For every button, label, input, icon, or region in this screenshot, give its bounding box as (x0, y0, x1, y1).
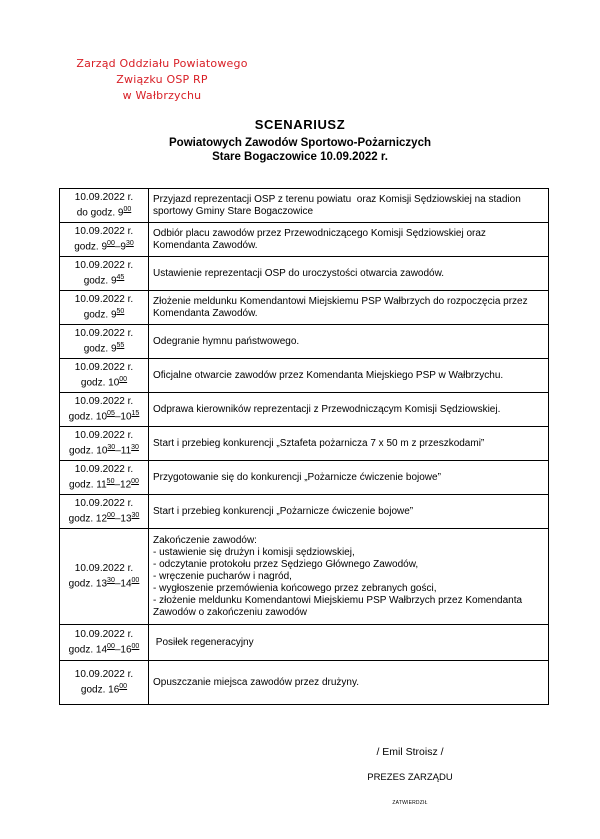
schedule-date: 10.09.2022 r. (74, 463, 134, 475)
schedule-description-cell (149, 291, 549, 325)
schedule-description: Zakończenie zawodów: (153, 534, 257, 546)
schedule-row (60, 223, 549, 257)
signature-name: / Emil Stroisz / (376, 746, 444, 758)
start-hour: 9 (117, 207, 124, 219)
schedule-row (60, 257, 549, 291)
start-hour: 14 (95, 644, 108, 656)
schedule-date: 10.09.2022 r. (74, 191, 134, 203)
end-minutes: 00 (131, 642, 140, 650)
schedule-description-cell (149, 189, 549, 223)
schedule-description: Odbiór placu zawodów przez Przewodniczącego Komisji Sędziowskiej oraz Komendanta Zawodów. (153, 227, 489, 251)
schedule-time (64, 306, 144, 321)
start-minutes: 30 (107, 443, 116, 451)
time-prefix: godz. (80, 377, 109, 389)
closing-steps-list (153, 547, 544, 619)
schedule-time (64, 510, 144, 525)
schedule-description-cell (149, 461, 549, 495)
end-minutes: 30 (131, 443, 139, 451)
schedule-time (64, 408, 144, 423)
time-prefix: godz. (80, 684, 109, 696)
start-hour: 10 (96, 445, 108, 457)
schedule-time (64, 238, 144, 253)
end-hour: 13 (120, 513, 132, 525)
signature-role: PREZES ZARZĄDU (367, 772, 453, 783)
document-title: SCENARIUSZ (254, 117, 346, 132)
schedule-time (64, 442, 144, 457)
start-minutes: 00 (107, 642, 115, 650)
schedule-description-cell (149, 393, 549, 427)
schedule-row (60, 661, 549, 705)
end-hour: 11 (120, 445, 132, 457)
schedule-row (60, 495, 549, 529)
schedule-date: 10.09.2022 r. (74, 628, 134, 640)
start-hour: 9 (110, 275, 117, 287)
schedule-time (64, 575, 144, 590)
start-minutes: 50 (106, 477, 115, 485)
schedule-table (59, 188, 549, 705)
schedule-time-cell (60, 461, 149, 495)
organization-header (62, 56, 262, 104)
closing-step: - złożenie meldunku Komendantowi Miejskiemu PSP Wałbrzych przez Komendanta Zawodów o zakończeniu zawodów (153, 594, 523, 618)
schedule-time-cell (60, 427, 149, 461)
end-hour: 14 (120, 578, 132, 590)
start-minutes: 50 (116, 307, 125, 315)
schedule-time-cell (60, 529, 149, 625)
end-hour: 10 (120, 411, 132, 423)
start-hour: 9 (110, 309, 117, 321)
time-prefix: godz. (83, 343, 111, 355)
schedule-description-cell (149, 495, 549, 529)
schedule-time (64, 476, 144, 491)
end-hour: 12 (120, 479, 132, 491)
start-hour: 16 (108, 684, 120, 696)
schedule-time-cell (60, 495, 149, 529)
start-hour: 10 (108, 377, 120, 389)
schedule-time (64, 681, 144, 696)
time-prefix: godz. (68, 411, 96, 423)
schedule-description-cell (149, 427, 549, 461)
schedule-time (64, 374, 144, 389)
schedule-description-cell (149, 223, 549, 257)
start-hour: 12 (95, 513, 108, 525)
schedule-time-cell (60, 625, 149, 661)
schedule-time-cell (60, 223, 149, 257)
start-minutes: 00 (107, 511, 115, 519)
end-minutes: 00 (131, 576, 140, 584)
closing-step: - wygłoszenie przemówienia końcowego przez zebranych gości, (153, 582, 437, 594)
schedule-time-cell (60, 257, 149, 291)
schedule-row (60, 625, 549, 661)
schedule-description: Przygotowanie się do konkurencji „Pożarnicze ćwiczenie bojowe” (153, 471, 441, 483)
document-subtitle-2: Stare Bogaczowice 10.09.2022 r. (212, 151, 388, 163)
schedule-description: Odprawa kierowników reprezentacji z Przewodniczącym Komisji Sędziowskiej. (153, 403, 501, 415)
schedule-time (64, 204, 144, 219)
end-hour: 16 (120, 644, 132, 656)
start-hour: 9 (110, 343, 117, 355)
approval-stamp: ZATWIERDZIŁ (392, 800, 428, 806)
schedule-date: 10.09.2022 r. (74, 293, 134, 305)
closing-step: - ustawienie się drużyn i komisji sędziowskiej, (153, 546, 355, 558)
schedule-time (64, 272, 144, 287)
start-minutes: 00 (107, 239, 115, 247)
schedule-row (60, 359, 549, 393)
time-prefix: do godz. (76, 207, 118, 219)
start-minutes: 00 (123, 205, 132, 213)
schedule-description: Oficjalne otwarcie zawodów przez Komendanta Miejskiego PSP w Wałbrzychu. (153, 369, 504, 381)
time-range-dash: – (114, 578, 121, 590)
schedule-time (64, 340, 144, 355)
time-prefix: godz. (83, 275, 111, 287)
closing-step: - wręczenie pucharów i nagród, (153, 570, 292, 582)
end-hour: 9 (120, 241, 126, 253)
schedule-time-cell (60, 359, 149, 393)
time-range-dash: – (114, 241, 121, 253)
org-line-1: Zarząd Oddziału Powiatowego (76, 57, 248, 70)
start-minutes: 45 (116, 273, 125, 281)
schedule-description-cell (149, 625, 549, 661)
schedule-time-cell (60, 325, 149, 359)
schedule-date: 10.09.2022 r. (74, 668, 134, 680)
schedule-description: Start i przebieg konkurencji „Sztafeta pożarnicza 7 x 50 m z przeszkodami” (153, 437, 485, 449)
schedule-date: 10.09.2022 r. (74, 562, 134, 574)
schedule-time-cell (60, 393, 149, 427)
time-prefix: godz. (83, 309, 111, 321)
schedule-description-cell (149, 359, 549, 393)
end-minutes: 30 (125, 239, 134, 247)
start-minutes: 55 (116, 341, 125, 349)
schedule-row (60, 325, 549, 359)
time-prefix: godz. (68, 644, 96, 656)
time-range-dash: – (114, 513, 121, 525)
schedule-description: Ustawienie reprezentacji OSP do uroczystości otwarcia zawodów. (153, 267, 445, 279)
schedule-date: 10.09.2022 r. (74, 361, 134, 373)
start-hour: 13 (95, 578, 108, 590)
start-minutes: 05 (107, 409, 115, 417)
schedule-description: Przyjazd reprezentacji OSP z terenu powiatu oraz Komisji Sędziowskiej na stadion sportowy Gminy Stare Bogaczowice (153, 193, 524, 217)
time-range-dash: – (114, 479, 121, 491)
end-minutes: 30 (131, 511, 140, 519)
schedule-description-cell (149, 257, 549, 291)
schedule-description: Start i przebieg konkurencji „Pożarnicze ćwiczenie bojowe” (153, 505, 414, 517)
schedule-description-cell (149, 325, 549, 359)
schedule-row (60, 291, 549, 325)
schedule-row (60, 461, 549, 495)
start-minutes: 00 (119, 375, 128, 383)
schedule-date: 10.09.2022 r. (74, 395, 134, 407)
schedule-time (64, 641, 144, 656)
time-prefix: godz. (69, 479, 97, 491)
schedule-row (60, 529, 549, 625)
schedule-description: Odegranie hymnu państwowego. (153, 335, 300, 347)
schedule-date: 10.09.2022 r. (74, 259, 134, 271)
start-minutes: 00 (119, 682, 128, 690)
time-prefix: godz. (74, 241, 102, 253)
time-range-dash: – (114, 411, 121, 423)
schedule-date: 10.09.2022 r. (74, 429, 134, 441)
time-prefix: godz. (68, 578, 96, 590)
time-range-dash: – (114, 644, 121, 656)
time-prefix: godz. (69, 445, 97, 457)
schedule-description: Posiłek regeneracyjny (153, 636, 254, 648)
start-hour: 10 (95, 411, 108, 423)
org-line-3: w Wałbrzychu (122, 89, 202, 102)
org-line-2: Związku OSP RP (116, 73, 208, 86)
schedule-description: Złożenie meldunku Komendantowi Miejskiemu PSP Wałbrzych do rozpoczęcia przez Komendanta Zawodów. (153, 295, 531, 319)
schedule-date: 10.09.2022 r. (74, 225, 134, 237)
start-minutes: 30 (107, 576, 115, 584)
start-hour: 11 (96, 479, 107, 491)
schedule-row (60, 393, 549, 427)
start-hour: 9 (101, 241, 108, 253)
schedule-description-cell (149, 661, 549, 705)
end-minutes: 00 (131, 477, 139, 485)
schedule-time-cell (60, 661, 149, 705)
schedule-description-cell (149, 529, 549, 625)
time-range-dash: – (115, 445, 121, 457)
end-minutes: 15 (131, 409, 140, 417)
schedule-date: 10.09.2022 r. (74, 497, 134, 509)
schedule-time-cell (60, 291, 149, 325)
schedule-description: Opuszczanie miejsca zawodów przez drużyny. (153, 676, 360, 688)
time-prefix: godz. (68, 513, 96, 525)
schedule-row (60, 189, 549, 223)
closing-step: - odczytanie protokołu przez Sędziego Głównego Zawodów, (153, 558, 419, 570)
document-subtitle-1: Powiatowych Zawodów Sportowo-Pożarniczych (169, 137, 431, 149)
schedule-row (60, 427, 549, 461)
schedule-time-cell (60, 189, 149, 223)
schedule-date: 10.09.2022 r. (74, 327, 134, 339)
